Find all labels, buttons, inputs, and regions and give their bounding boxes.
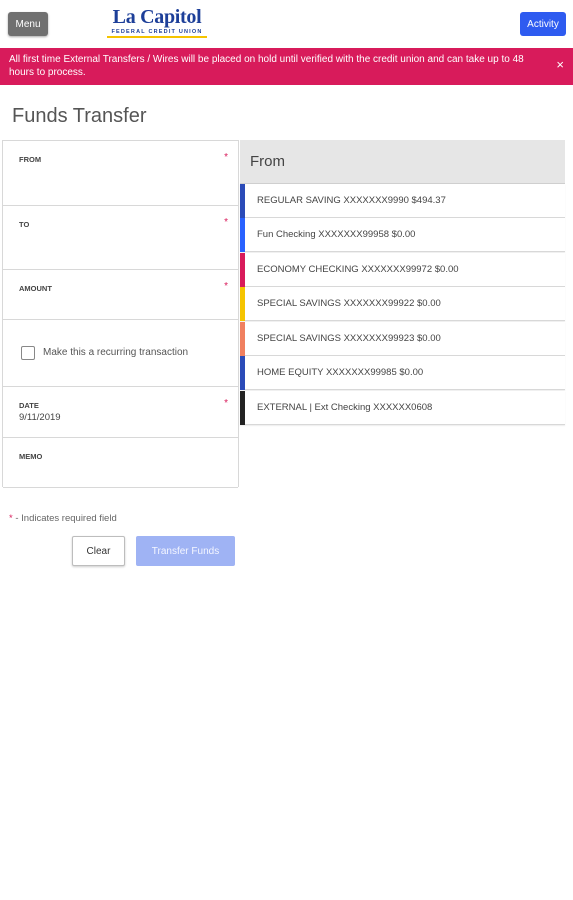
- account-option[interactable]: [240, 287, 565, 321]
- app-header: [0, 0, 573, 48]
- account-option-label: REGULAR SAVING XXXXXXX9990 $494.37: [257, 195, 446, 206]
- recurring-row: [3, 320, 238, 387]
- account-color-bar: [240, 391, 245, 425]
- to-field[interactable]: [3, 206, 238, 270]
- account-option-label: ECONOMY CHECKING XXXXXXX99972 $0.00: [257, 264, 459, 275]
- account-color-bar: [240, 218, 245, 252]
- clear-button[interactable]: Clear: [72, 536, 125, 566]
- required-marker: *: [224, 281, 228, 292]
- account-list-header: [240, 140, 565, 184]
- memo-label: MEMO: [19, 452, 43, 461]
- banner-message: All first time External Transfers / Wires will be placed on hold until verified with the credit union and can take up to 48 hours to process.: [9, 54, 524, 78]
- account-color-bar: [240, 287, 245, 321]
- account-option-label: SPECIAL SAVINGS XXXXXXX99922 $0.00: [257, 298, 441, 309]
- account-option[interactable]: [240, 218, 565, 252]
- from-label: FROM: [19, 155, 42, 164]
- required-star: *: [9, 513, 13, 524]
- required-field-note: [9, 513, 117, 524]
- amount-label: AMOUNT: [19, 284, 52, 293]
- account-color-bar: [240, 184, 245, 218]
- account-color-bar: [240, 253, 245, 287]
- date-field[interactable]: [3, 387, 238, 438]
- account-option-label: EXTERNAL | Ext Checking XXXXXX0608: [257, 402, 433, 413]
- recurring-checkbox[interactable]: [21, 346, 35, 360]
- page-title: Funds Transfer: [12, 105, 147, 127]
- account-option[interactable]: [240, 391, 565, 425]
- account-option-label: SPECIAL SAVINGS XXXXXXX99923 $0.00: [257, 333, 441, 344]
- hold-notice-banner: [0, 48, 573, 85]
- required-marker: *: [224, 217, 228, 228]
- required-marker: *: [224, 152, 228, 163]
- account-list-title: From: [250, 153, 285, 170]
- required-marker: *: [224, 398, 228, 409]
- menu-button[interactable]: Menu: [8, 12, 48, 36]
- transfer-form: [2, 140, 239, 487]
- activity-button[interactable]: Activity: [520, 12, 566, 36]
- required-note-text: - Indicates required field: [12, 513, 117, 524]
- account-option[interactable]: [240, 253, 565, 287]
- to-label: TO: [19, 220, 30, 229]
- account-option-label: Fun Checking XXXXXXX99958 $0.00: [257, 229, 416, 240]
- account-option-label: HOME EQUITY XXXXXXX99985 $0.00: [257, 367, 424, 378]
- transfer-funds-button[interactable]: Transfer Funds: [136, 536, 235, 566]
- account-option[interactable]: [240, 322, 565, 356]
- date-label: DATE: [19, 401, 39, 410]
- from-field[interactable]: [3, 141, 238, 206]
- amount-field[interactable]: [3, 270, 238, 320]
- recurring-label[interactable]: Make this a recurring transaction: [43, 347, 189, 358]
- credit-union-logo[interactable]: [107, 6, 207, 42]
- date-value: 9/11/2019: [19, 412, 61, 423]
- account-option[interactable]: [240, 356, 565, 390]
- memo-field[interactable]: [3, 438, 238, 488]
- logo-title: La Capitol: [112, 6, 202, 28]
- account-color-bar: [240, 356, 245, 390]
- logo-underline: [107, 36, 207, 38]
- account-option[interactable]: [240, 184, 565, 218]
- account-color-bar: [240, 322, 245, 356]
- logo-subtitle: FEDERAL CREDIT UNION: [111, 29, 203, 35]
- close-icon[interactable]: ×: [556, 57, 564, 72]
